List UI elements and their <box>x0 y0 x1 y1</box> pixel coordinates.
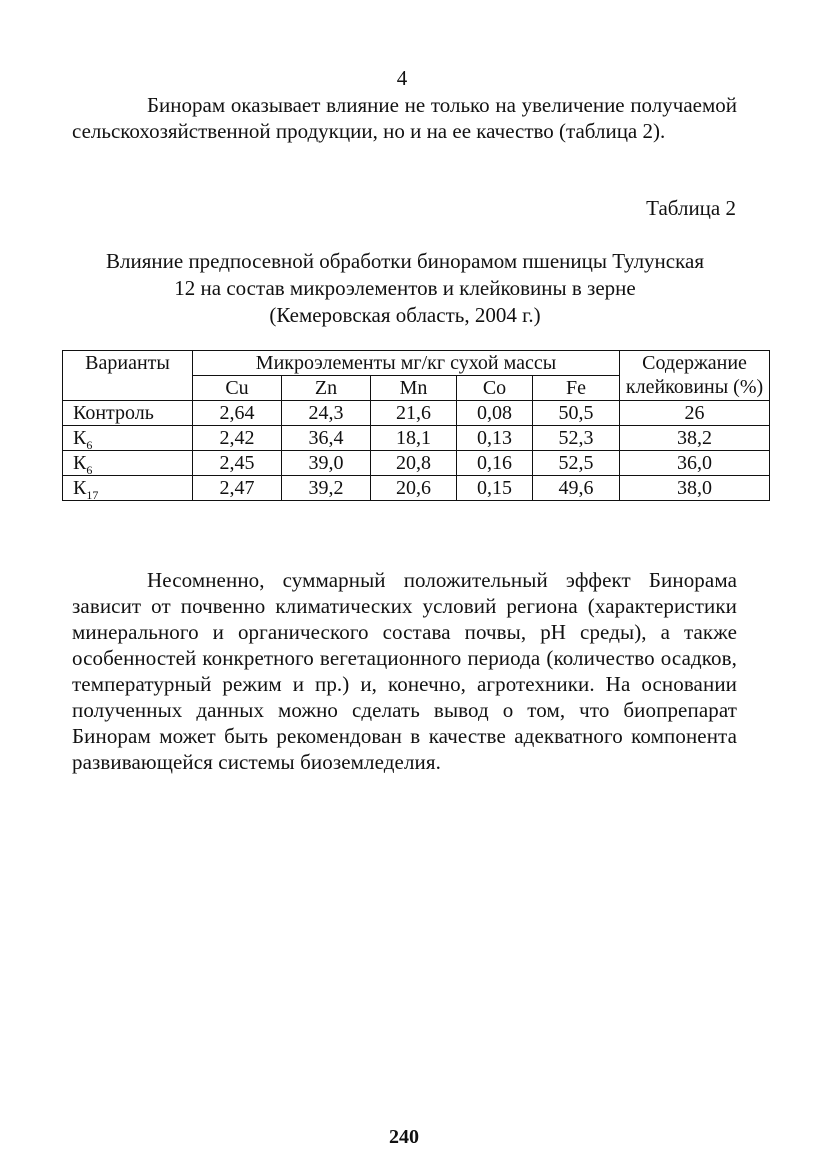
cell-gluten: 38,0 <box>620 476 770 501</box>
cell-gluten: 36,0 <box>620 451 770 476</box>
cell-gluten: 38,2 <box>620 426 770 451</box>
caption-line-1: Влияние предпосевной обработки бинорамом пшеницы Тулунская <box>106 249 704 273</box>
table-label: Таблица 2 <box>646 196 736 220</box>
caption-line-3: (Кемеровская область, 2004 г.) <box>269 303 541 327</box>
page-number-bottom: 240 <box>389 1126 419 1148</box>
caption-line-2: 12 на состав микроэлементов и клейковины в зерне <box>174 276 636 300</box>
cell-co: 0,16 <box>457 451 533 476</box>
cell-fe: 52,5 <box>533 451 620 476</box>
row-variant: $К_6$ <box>63 451 193 476</box>
row-variant: $К_{17}$ <box>63 476 193 501</box>
cell-mn: 21,6 <box>371 401 457 426</box>
row-variant: $К_6$ <box>63 426 193 451</box>
cell-fe: 52,3 <box>533 426 620 451</box>
header-mn: Mn <box>371 376 457 401</box>
header-variants: Варианты <box>63 351 193 401</box>
cell-cu: 2,42 <box>193 426 282 451</box>
header-gluten: Содержание клейковины (%) <box>620 351 770 401</box>
header-cu: Cu <box>193 376 282 401</box>
header-zn: Zn <box>282 376 371 401</box>
cell-mn: 20,8 <box>371 451 457 476</box>
row-variant: Контроль <box>63 401 193 426</box>
table-row <box>63 476 770 501</box>
cell-zn: 39,2 <box>282 476 371 501</box>
cell-cu: 2,47 <box>193 476 282 501</box>
cell-co: 0,08 <box>457 401 533 426</box>
cell-zn: 24,3 <box>282 401 371 426</box>
intro-paragraph: Бинорам оказывает влияние не только на увеличение получаемой сельскохозяйственной продукции, но и на ее качество (таблица 2). <box>72 93 737 143</box>
microelements-table <box>62 350 770 501</box>
cell-zn: 39,0 <box>282 451 371 476</box>
conclusion-paragraph: Несомненно, суммарный положительный эффект Бинорама зависит от почвенно климатических условий региона (характеристики минерального и органического состава почвы, pH среды), а также особенностей конкретного вегетационного периода (количество осадков, температурный режим и пр.) и, конечно, агротехники. На основании полученных данных можно сделать вывод о том, что биопрепарат Бинорам может быть рекомендован в качестве адекватного компонента развивающейся системы биоземледелия. <box>72 568 737 774</box>
cell-mn: 20,6 <box>371 476 457 501</box>
table-caption <box>50 248 760 329</box>
cell-co: 0,13 <box>457 426 533 451</box>
header-fe: Fe <box>533 376 620 401</box>
table-header-row <box>63 351 770 376</box>
table-row <box>63 426 770 451</box>
cell-mn: 18,1 <box>371 426 457 451</box>
page-number-top: 4 <box>396 66 408 90</box>
table-row <box>63 401 770 426</box>
cell-cu: 2,45 <box>193 451 282 476</box>
cell-co: 0,15 <box>457 476 533 501</box>
cell-zn: 36,4 <box>282 426 371 451</box>
table-row <box>63 451 770 476</box>
header-co: Co <box>457 376 533 401</box>
cell-fe: 50,5 <box>533 401 620 426</box>
cell-gluten: 26 <box>620 401 770 426</box>
header-microelements: Микроэлементы мг/кг сухой массы <box>193 351 620 376</box>
cell-fe: 49,6 <box>533 476 620 501</box>
cell-cu: 2,64 <box>193 401 282 426</box>
